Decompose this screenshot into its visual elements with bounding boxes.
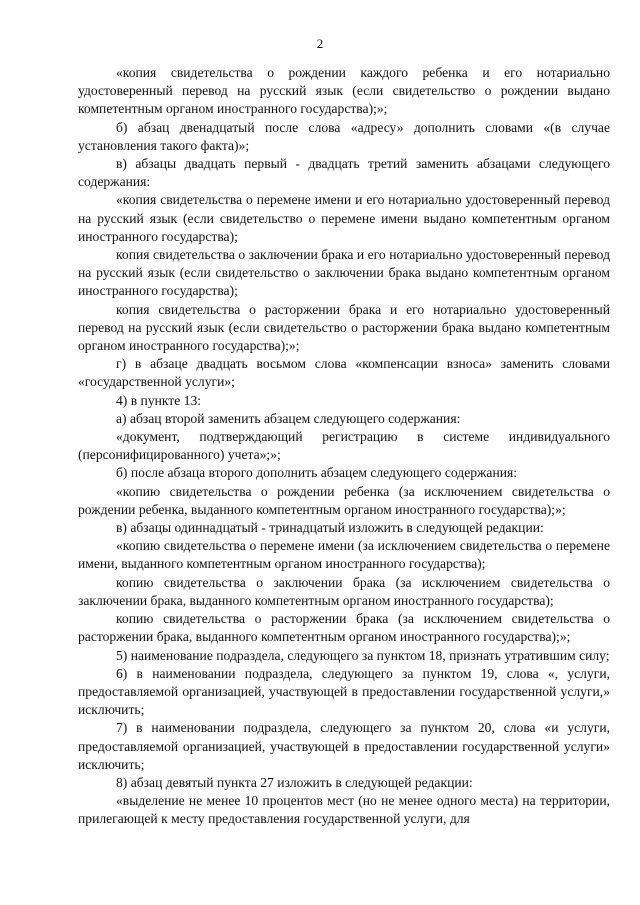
document-body (78, 64, 610, 829)
paragraph: «копия свидетельства о перемене имени и его нотариально удостоверенный перевод на русский язык (если свидетельство о перемене имени выдано компетентным органом иностранного государства); (78, 192, 610, 244)
paragraph: б) абзац двенадцатый после слова «адресу» дополнить словами «(в случае установления такого факта)»; (78, 119, 610, 153)
paragraph: б) после абзаца второго дополнить абзацем следующего содержания: (116, 465, 518, 481)
page-number: 2 (316, 36, 324, 51)
paragraph: 5) наименование подраздела, следующего за пунктом 18, признать утратившим силу; (116, 647, 610, 663)
paragraph: г) в абзаце двадцать восьмом слова «компенсации взноса» заменить словами «государственной услуги»; (78, 356, 610, 390)
paragraph: 8) абзац девятый пункта 27 изложить в следующей редакции: (116, 774, 473, 790)
paragraph: копия свидетельства о расторжении брака и его нотариально удостоверенный перевод на русский язык (если свидетельство о расторжении брака выдано компетентным органом иностранного государства);»; (78, 301, 610, 354)
paragraph: в) абзацы одиннадцатый - тринадцатый изложить в следующей редакции: (116, 520, 544, 536)
paragraph: а) абзац второй заменить абзацем следующего содержания: (116, 410, 461, 426)
paragraph: копию свидетельства о заключении брака (за исключением свидетельства о заключении брака, выданного компетентным органом иностранного государства); (78, 574, 610, 608)
paragraph: «копию свидетельства о рождении ребенка (за исключением свидетельства о рождении ребенка, выданного компетентным органом иностранного государства);»; (78, 483, 610, 517)
paragraph: 7) в наименовании подраздела, следующего за пунктом 20, слова «и услуги, предоставляемой организацией, участвующей в предоставлении государственной услуги» исключить; (78, 720, 610, 772)
paragraph: 6) в наименовании подраздела, следующего за пунктом 19, слова «, услуги, предоставляемой организацией, участвующей в предоставлении государственной услуги,» исключить; (78, 665, 610, 718)
paragraph: «копия свидетельства о рождении каждого ребенка и его нотариально удостоверенный перевод на русский язык (если свидетельство о рождении выдано компетентным органом иностранного государства);»; (78, 65, 610, 117)
paragraph: копия свидетельства о заключении брака и его нотариально удостоверенный перевод на русский язык (если свидетельство о заключении брака выдано компетентным органом иностранного государства); (78, 247, 610, 299)
paragraph: «документ, подтверждающий регистрацию в системе индивидуального (персонифицированного) учета»;»; (78, 429, 610, 463)
paragraph: в) абзацы двадцать первый - двадцать третий заменить абзацами следующего содержания: (78, 156, 610, 190)
paragraph: «выделение не менее 10 процентов мест (но не менее одного места) на территории, прилегающей к месту предоставления государственной услуги, для (78, 793, 610, 827)
paragraph: «копию свидетельства о перемене имени (за исключением свидетельства о перемене имени, выданного компетентным органом иностранного государства); (78, 538, 610, 572)
paragraph: копию свидетельства о расторжении брака (за исключением свидетельства о расторжении брака, выданного компетентным органом иностранного государства);»; (78, 611, 610, 645)
paragraph: 4) в пункте 13: (116, 392, 202, 408)
